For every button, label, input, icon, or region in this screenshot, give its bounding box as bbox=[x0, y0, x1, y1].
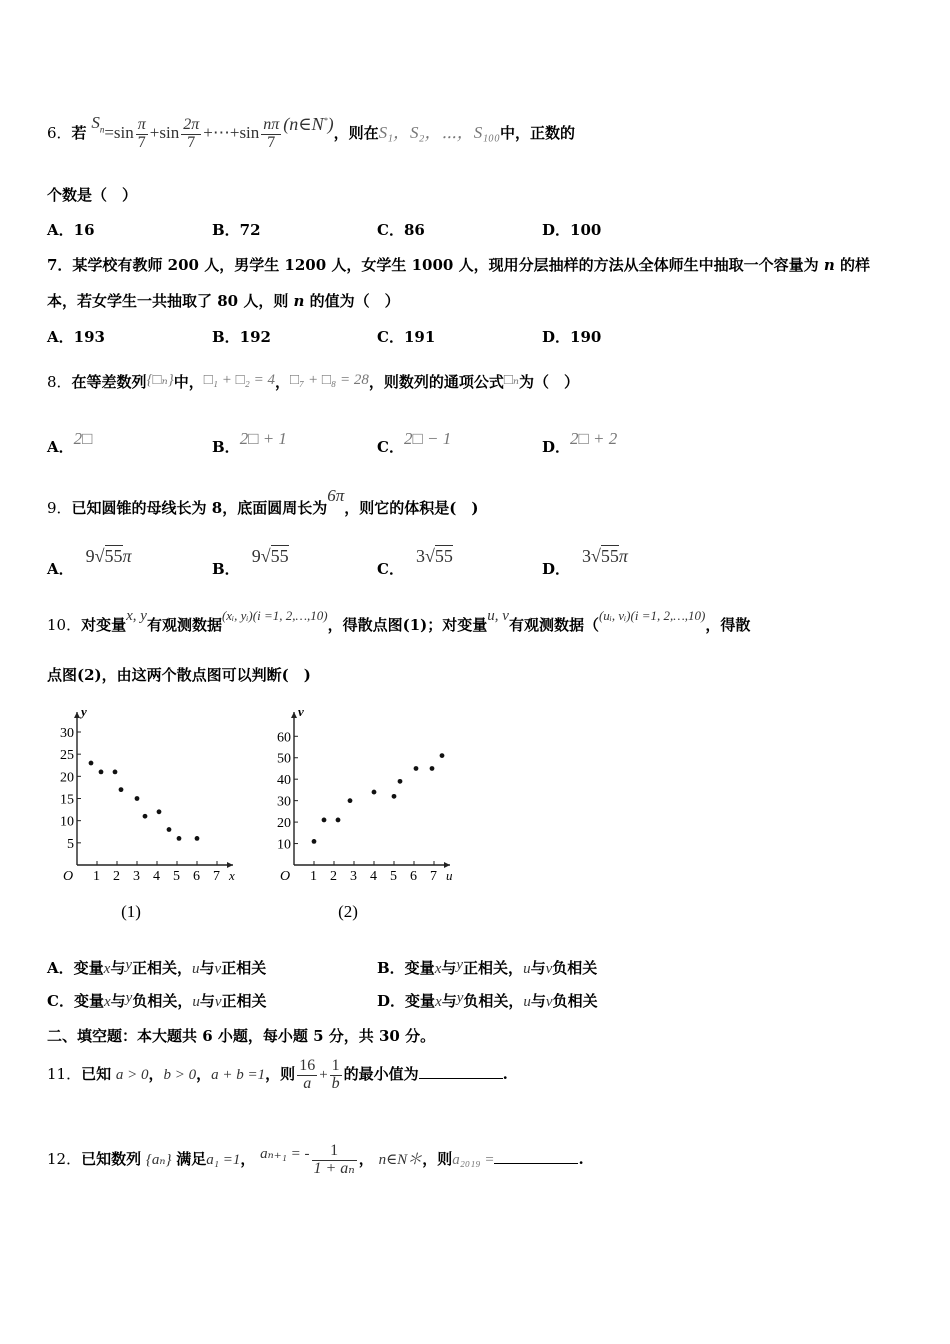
q7-option-d: D．190 bbox=[542, 328, 602, 346]
q6-tail: ，则在 bbox=[333, 124, 379, 142]
q10-option-c: C．变量x与y负相关，u与v正相关 bbox=[47, 990, 267, 1010]
q8-option-d: D．2□ + 2 bbox=[542, 429, 618, 456]
x-tick-label: 5 bbox=[390, 869, 397, 884]
data-point bbox=[135, 796, 140, 801]
q11-frac2: $\frac{1}{b}$ bbox=[331, 1056, 340, 1092]
q6-dots: +⋯+ bbox=[203, 123, 240, 142]
q8-eq2: □₇ + □₈ = 28 bbox=[290, 372, 369, 388]
q7-n: n bbox=[823, 256, 835, 274]
q6-sn: $S_n$ bbox=[91, 113, 105, 135]
q10-line2: 点图(2)，由这两个散点图可以判断( ) bbox=[47, 666, 311, 684]
q12-answer-blank[interactable] bbox=[494, 1149, 578, 1164]
x-tick-label: 2 bbox=[113, 869, 120, 884]
data-point bbox=[177, 836, 182, 841]
scatter-plot-1 bbox=[45, 700, 245, 935]
scatter-plot-2 bbox=[262, 700, 472, 935]
q6-lead: 若 bbox=[71, 124, 87, 142]
q6-plus: + bbox=[149, 123, 160, 142]
data-point bbox=[336, 818, 341, 823]
y-tick-label: 20 bbox=[277, 816, 291, 832]
y-tick-label: 20 bbox=[60, 770, 74, 786]
data-point bbox=[167, 827, 172, 832]
x-tick-label: 6 bbox=[193, 869, 200, 884]
q7-option-b: B．192 bbox=[212, 328, 271, 346]
data-point bbox=[398, 779, 403, 784]
q12-frac: $\frac{1}{\text{1 + aₙ}}$ bbox=[313, 1141, 355, 1177]
q9-option-a: A．9√55π bbox=[47, 546, 132, 578]
data-point bbox=[143, 814, 148, 819]
data-point bbox=[430, 766, 435, 771]
q6-sin: sin bbox=[159, 123, 180, 142]
q11-frac1: $\frac{16}{a}$ bbox=[299, 1056, 316, 1092]
q8-seq: {□ₙ} bbox=[146, 372, 174, 388]
q7-option-c: C．191 bbox=[377, 328, 436, 346]
q7-line2: 本，若女学生一共抽取了 80 人，则 n 的值为（ ） bbox=[47, 292, 400, 310]
q6-option-b: B．72 bbox=[212, 221, 261, 239]
q10-xy: x, y bbox=[126, 608, 147, 624]
q12-init: a₁ =1 bbox=[206, 1152, 241, 1168]
y-tick-label: 5 bbox=[67, 836, 74, 852]
y-tick-label: 10 bbox=[277, 837, 291, 853]
q9-option-c: C．3√55 bbox=[377, 546, 453, 578]
origin-label: O bbox=[280, 869, 291, 884]
q8-eq1: □₁ + □₂ = 4 bbox=[203, 372, 276, 388]
y-tick-label: 25 bbox=[60, 748, 74, 764]
y-axis-label: y bbox=[81, 704, 87, 719]
q10-option-d: D．变量x与y负相关，u与v负相关 bbox=[377, 990, 598, 1010]
x-tick-label: 2 bbox=[330, 869, 337, 884]
q6-frac2: $\frac{2\pi}{7}$ bbox=[183, 115, 200, 151]
y-tick-label: 15 bbox=[60, 792, 74, 808]
y-tick-label: 30 bbox=[277, 794, 291, 810]
q10-uv: u, v bbox=[487, 608, 509, 624]
plot-caption: (1) bbox=[121, 902, 141, 921]
q11-c2: b > 0 bbox=[163, 1067, 197, 1083]
x-tick-label: 5 bbox=[173, 869, 180, 884]
x-tick-label: 6 bbox=[410, 869, 417, 884]
q6-num: 6． bbox=[47, 124, 72, 142]
q7-n2: n bbox=[293, 292, 305, 310]
y-tick-label: 30 bbox=[60, 726, 74, 741]
q8-option-b: B．2□ + 1 bbox=[212, 429, 287, 456]
data-point bbox=[89, 761, 94, 766]
q11-stem: 11．已知 a > 0，b > 0，a + b =1，则 $\frac{16}{a}$ + $\frac{1}{b}$ 的最小值为 . bbox=[47, 1056, 508, 1092]
data-point bbox=[119, 787, 124, 792]
y-tick-label: 50 bbox=[277, 751, 291, 767]
q10-stem: 10．对变量x, y有观测数据(xᵢ, yᵢ)(i =1, 2,…,10)，得散点图(1)；对变量u, v有观测数据（(uᵢ, vᵢ)(i =1, 2,…,10)，得散 bbox=[47, 608, 751, 634]
y-tick-label: 60 bbox=[277, 730, 291, 746]
section2-title: 二、填空题：本大题共 6 小题，每小题 5 分，共 30 分。 bbox=[47, 1027, 436, 1045]
q12-target: a₂₀₁₉ = bbox=[452, 1152, 495, 1168]
q9-option-d: D．3√55π bbox=[542, 546, 628, 578]
data-point bbox=[157, 809, 162, 814]
q11-c1: a > 0 bbox=[115, 1067, 149, 1083]
q6-frac3: $\frac{n\pi}{7}$ bbox=[263, 115, 280, 151]
q12-stem: 12．已知数列 {aₙ} 满足a₁ =1， aₙ₊₁ = - $\frac{1}{\text{1 + aₙ}}$ ， n∈N＊，则a₂₀₁₉ = . bbox=[47, 1141, 584, 1177]
data-point bbox=[322, 818, 327, 823]
q8-option-a: A．2□ bbox=[47, 429, 93, 456]
x-axis-label: u bbox=[446, 868, 453, 883]
x-tick-label: 1 bbox=[93, 869, 100, 884]
q6-seq: S₁，S₂，⋯，S₁₀₀ bbox=[378, 123, 500, 142]
q8-option-c: C．2□ − 1 bbox=[377, 429, 452, 456]
q7-line1: 7．某学校有教师 200 人，男学生 1200 人，女学生 1000 人，现用分层抽样的方法从全体师生中抽取一个容量为 n 的样 bbox=[47, 256, 870, 274]
data-point bbox=[312, 839, 317, 844]
data-point bbox=[392, 794, 397, 799]
x-tick-label: 3 bbox=[133, 869, 140, 884]
q6-eq: =sin bbox=[104, 123, 134, 142]
data-point bbox=[372, 790, 377, 795]
q6-option-c: C．86 bbox=[377, 221, 425, 239]
q9-option-b: B．9√55 bbox=[212, 546, 289, 578]
data-point bbox=[348, 798, 353, 803]
x-tick-label: 4 bbox=[153, 869, 160, 884]
q6-tail2: 中，正数的 bbox=[500, 124, 576, 142]
q8-an: □ₙ bbox=[503, 372, 519, 388]
q6-line1: 6．若 $S_n=\sin$ $\frac{\pi}{7}$ +sin $\frac{2\pi}{7}$ +⋯+sin $\frac{n\pi}{7}$ (n∈N*)，则在S₁，S₂，⋯，S₁₀₀中，正数的 bbox=[47, 113, 576, 151]
y-tick-label: 10 bbox=[60, 814, 74, 830]
x-axis-label: x bbox=[229, 868, 235, 883]
data-point bbox=[414, 766, 419, 771]
q6-frac1: $\frac{\pi}{7}$ bbox=[137, 115, 146, 151]
q7-option-a: A．193 bbox=[47, 328, 105, 346]
plot-caption: (2) bbox=[338, 902, 358, 921]
q10-data2: (uᵢ, vᵢ)(i =1, 2,…,10) bbox=[598, 608, 706, 623]
x-tick-label: 1 bbox=[310, 869, 317, 884]
x-tick-label: 7 bbox=[213, 869, 220, 884]
y-tick-label: 40 bbox=[277, 773, 291, 789]
x-tick-label: 7 bbox=[430, 869, 437, 884]
q6-option-d: D．100 bbox=[542, 221, 602, 239]
q10-option-b: B．变量x与y正相关，u与v负相关 bbox=[377, 957, 598, 977]
q6-option-a: A．16 bbox=[47, 221, 95, 239]
y-axis-arrow bbox=[291, 712, 297, 718]
q11-c3: a + b =1 bbox=[211, 1067, 266, 1083]
q12-lhs: aₙ₊₁ = - bbox=[260, 1146, 310, 1162]
data-point bbox=[113, 770, 118, 775]
q9-circ: 6π bbox=[327, 486, 345, 505]
y-axis-label: v bbox=[298, 704, 304, 719]
q10-option-a: A．变量x与y正相关，u与v正相关 bbox=[47, 957, 267, 977]
q6-domain: (n∈N*) bbox=[283, 114, 334, 134]
origin-label: O bbox=[63, 869, 74, 884]
q10-data1: (xᵢ, yᵢ)(i =1, 2,…,10) bbox=[221, 608, 328, 623]
y-axis-arrow bbox=[74, 712, 80, 718]
q11-answer-blank[interactable] bbox=[419, 1064, 503, 1079]
data-point bbox=[440, 753, 445, 758]
q6-line2: 个数是（ ） bbox=[47, 186, 138, 204]
x-tick-label: 3 bbox=[350, 869, 357, 884]
q12-seq: {aₙ} bbox=[145, 1152, 172, 1168]
data-point bbox=[195, 836, 200, 841]
x-tick-label: 4 bbox=[370, 869, 377, 884]
q8-stem: 8．在等差数列{□ₙ}中，□₁ + □₂ = 4，□₇ + □₈ = 28，则数列的通项公式□ₙ为（ ） bbox=[47, 372, 579, 391]
q12-domain: n∈N＊ bbox=[378, 1152, 423, 1168]
q9-stem: 9．已知圆锥的母线长为 8，底面圆周长为6π，则它的体积是( ) bbox=[47, 486, 479, 517]
data-point bbox=[99, 770, 104, 775]
